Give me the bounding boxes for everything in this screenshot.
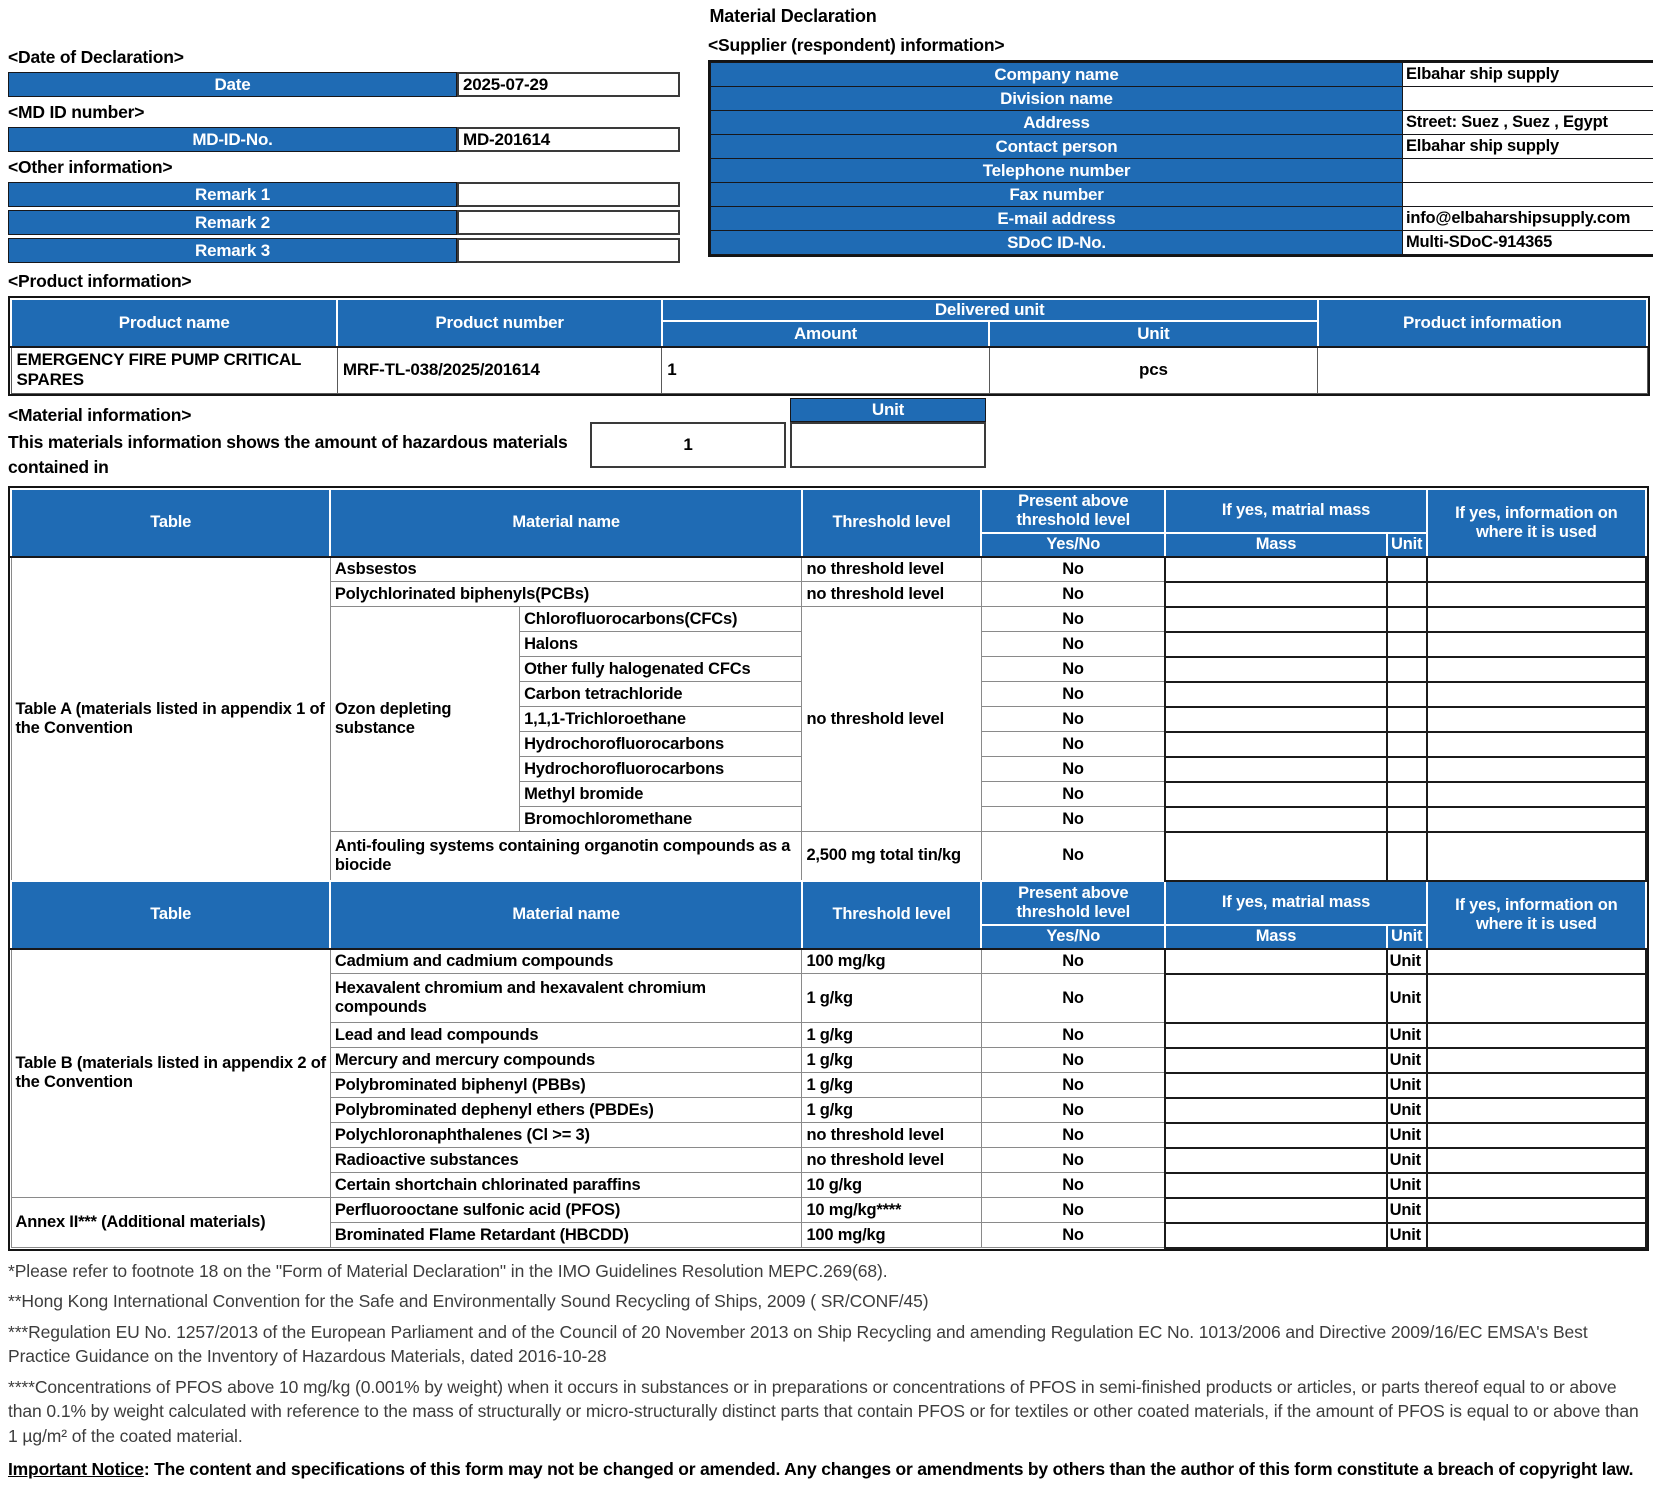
supplier-field-value — [1403, 183, 1653, 207]
mass-cell — [1165, 682, 1386, 707]
unit-column-header: Unit — [1387, 533, 1427, 557]
unit-cell: Unit — [1387, 1223, 1427, 1248]
amount-value: 1 — [662, 347, 989, 393]
mass-cell — [1165, 832, 1386, 881]
unit-cell — [1387, 807, 1427, 832]
where-used-cell — [1427, 1048, 1646, 1073]
supplier-field-value: info@elbaharshipsupply.com — [1403, 207, 1653, 231]
material-mass-header: If yes, matrial mass — [1165, 881, 1426, 925]
material-name-cell: Anti-fouling systems containing organotin compounds as a biocide — [330, 832, 802, 881]
left-info-column — [8, 42, 680, 266]
table-row — [711, 87, 1653, 111]
yes-no-cell: No — [981, 1048, 1165, 1073]
mass-cell — [1165, 807, 1386, 832]
threshold-cell: 10 mg/kg**** — [802, 1198, 981, 1223]
mass-cell — [1165, 782, 1386, 807]
mass-cell — [1165, 1223, 1386, 1248]
table-row — [711, 111, 1653, 135]
table-header-row — [11, 881, 1646, 925]
where-used-cell — [1427, 582, 1646, 607]
yes-no-cell: No — [981, 1173, 1165, 1198]
important-notice-text: : The content and specifications of this form may not be changed or amended. Any changes or amendments by others than the author of this form constitute a breach of copyright law. — [143, 1459, 1634, 1479]
yes-no-header: Yes/No — [981, 533, 1165, 557]
product-number-header: Product number — [337, 299, 661, 347]
mass-cell — [1165, 1048, 1386, 1073]
md-id-value: MD-201614 — [457, 127, 680, 152]
annex-label: Annex II*** (Additional materials) — [11, 1198, 330, 1248]
table-row — [11, 557, 1646, 582]
yes-no-cell: No — [981, 732, 1165, 757]
material-name-cell: Radioactive substances — [330, 1148, 802, 1173]
mass-cell — [1165, 1123, 1386, 1148]
table-row — [11, 1198, 1646, 1223]
table-b-label: Table B (materials listed in appendix 2 of the Convention — [11, 949, 330, 1198]
mass-header: Mass — [1165, 925, 1386, 949]
page-title: Material Declaration — [709, 6, 877, 26]
material-name-header: Material name — [330, 881, 802, 949]
material-name-cell: Hydrochorofluorocarbons — [520, 732, 802, 757]
unit-cell: Unit — [1387, 1023, 1427, 1048]
spacer — [590, 398, 786, 422]
table-column-header: Table — [11, 881, 330, 949]
md-id-section-label: <MD ID number> — [8, 102, 145, 122]
material-name-cell: Hexavalent chromium and hexavalent chromium compounds — [330, 974, 802, 1023]
table-row — [711, 159, 1653, 183]
yes-no-cell: No — [981, 807, 1165, 832]
supplier-field-label: E-mail address — [711, 207, 1403, 231]
unit-header: Unit — [989, 321, 1317, 347]
remark-1-value — [457, 182, 680, 207]
threshold-cell: no threshold level — [802, 1123, 981, 1148]
where-used-cell — [1427, 807, 1646, 832]
product-section-label: <Product information> — [8, 271, 192, 291]
table-a-label: Table A (materials listed in appendix 1 of the Convention — [11, 557, 330, 881]
unit-cell — [1387, 707, 1427, 732]
unit-cell: Unit — [1387, 1198, 1427, 1223]
supplier-field-label: Fax number — [711, 183, 1403, 207]
supplier-field-label: Company name — [711, 63, 1403, 87]
where-used-cell — [1427, 782, 1646, 807]
remark-3-label: Remark 3 — [8, 238, 457, 263]
material-info-amount-table — [590, 398, 986, 468]
threshold-cell: 1 g/kg — [802, 1073, 981, 1098]
unit-cell — [1387, 657, 1427, 682]
where-used-cell — [1427, 1148, 1646, 1173]
material-name-cell: 1,1,1-Trichloroethane — [520, 707, 802, 732]
mass-cell — [1165, 707, 1386, 732]
date-value: 2025-07-29 — [457, 72, 680, 97]
remark-1-row — [8, 182, 680, 207]
material-amount-value: 1 — [590, 422, 786, 468]
yes-no-cell: No — [981, 1223, 1165, 1248]
where-used-cell — [1427, 1123, 1646, 1148]
material-mass-header: If yes, matrial mass — [1165, 489, 1426, 533]
threshold-cell: 100 mg/kg — [802, 1223, 981, 1248]
mass-cell — [1165, 974, 1386, 1023]
yes-no-cell: No — [981, 1198, 1165, 1223]
threshold-cell: no threshold level — [802, 607, 981, 832]
yes-no-cell: No — [981, 657, 1165, 682]
product-name-value: EMERGENCY FIRE PUMP CRITICAL SPARES — [11, 347, 337, 393]
material-name-header: Material name — [330, 489, 802, 557]
table-row — [711, 135, 1653, 159]
mass-cell — [1165, 732, 1386, 757]
footnote-3: ***Regulation EU No. 1257/2013 of the European Parliament and of the Council of 20 November 2013 on Ship Recycling and amending Regulation EC No. 1013/2006 and Directive 2009/16/EC EMSA's Best Practice Guidance on the Inventory of Hazardous Materials, dated 2016-10-28 — [8, 1321, 1588, 1366]
date-section-label: <Date of Declaration> — [8, 47, 184, 67]
material-name-cell: Hydrochorofluorocarbons — [520, 757, 802, 782]
yes-no-cell: No — [981, 949, 1165, 974]
yes-no-cell: No — [981, 582, 1165, 607]
supplier-column — [708, 30, 1653, 257]
supplier-field-value — [1403, 159, 1653, 183]
important-notice — [8, 1457, 1649, 1482]
mass-cell — [1165, 1073, 1386, 1098]
table-row — [711, 231, 1653, 255]
top-section — [8, 30, 1649, 266]
yes-no-cell: No — [981, 832, 1165, 881]
where-used-header: If yes, information on where it is used — [1427, 881, 1646, 949]
table-header-row — [11, 489, 1646, 533]
mass-header: Mass — [1165, 533, 1386, 557]
footnote-2: **Hong Kong International Convention for the Safe and Environmentally Sound Recycling of Ships, 2009 ( SR/CONF/45) — [8, 1291, 929, 1311]
unit-cell: Unit — [1387, 949, 1427, 974]
where-used-cell — [1427, 1098, 1646, 1123]
footnotes-section — [8, 1259, 1649, 1483]
supplier-section-label: <Supplier (respondent) information> — [708, 35, 1005, 55]
supplier-field-label: SDoC ID-No. — [711, 231, 1403, 255]
table-row — [11, 949, 1646, 974]
remark-3-value — [457, 238, 680, 263]
remark-2-label: Remark 2 — [8, 210, 457, 235]
unit-cell — [1387, 682, 1427, 707]
remark-2-row — [8, 210, 680, 235]
product-row — [11, 347, 1647, 393]
where-used-cell — [1427, 657, 1646, 682]
yes-no-cell: No — [981, 782, 1165, 807]
product-information-value — [1318, 347, 1647, 393]
mass-cell — [1165, 657, 1386, 682]
unit-column-header: Unit — [1387, 925, 1427, 949]
material-name-cell: Polybrominated dephenyl ethers (PBDEs) — [330, 1098, 802, 1123]
supplier-field-value: Elbahar ship supply — [1403, 135, 1653, 159]
md-id-field-label: MD-ID-No. — [8, 127, 457, 152]
threshold-cell: no threshold level — [802, 1148, 981, 1173]
supplier-field-value: Multi-SDoC-914365 — [1403, 231, 1653, 255]
threshold-cell: 10 g/kg — [802, 1173, 981, 1198]
material-name-cell: Cadmium and cadmium compounds — [330, 949, 802, 974]
threshold-cell: no threshold level — [802, 557, 981, 582]
where-used-cell — [1427, 832, 1646, 881]
footnote-1: *Please refer to footnote 18 on the "Form of Material Declaration" in the IMO Guidelines Resolution MEPC.269(68). — [8, 1260, 888, 1281]
yes-no-cell: No — [981, 974, 1165, 1023]
unit-cell — [1387, 732, 1427, 757]
product-information-header: Product information — [1318, 299, 1647, 347]
unit-cell — [1387, 632, 1427, 657]
delivered-unit-header: Delivered unit — [662, 299, 1318, 321]
where-used-cell — [1427, 632, 1646, 657]
mass-cell — [1165, 1148, 1386, 1173]
supplier-field-label: Division name — [711, 87, 1403, 111]
material-name-cell: Carbon tetrachloride — [520, 682, 802, 707]
md-id-row — [8, 127, 680, 152]
where-used-cell — [1427, 974, 1646, 1023]
yes-no-cell: No — [981, 682, 1165, 707]
material-unit-header: Unit — [790, 398, 986, 422]
mass-cell — [1165, 607, 1386, 632]
supplier-field-label: Telephone number — [711, 159, 1403, 183]
amount-header: Amount — [662, 321, 989, 347]
yes-no-cell: No — [981, 632, 1165, 657]
unit-cell: Unit — [1387, 1098, 1427, 1123]
mass-cell — [1165, 1098, 1386, 1123]
threshold-level-header: Threshold level — [802, 881, 981, 949]
mass-cell — [1165, 1198, 1386, 1223]
unit-cell: Unit — [1387, 1073, 1427, 1098]
material-info-note: This materials information shows the amount of hazardous materials contained in — [8, 431, 568, 477]
unit-cell: Unit — [1387, 1123, 1427, 1148]
mass-cell — [1165, 949, 1386, 974]
table-column-header: Table — [11, 489, 330, 557]
material-name-cell: Bromochloromethane — [520, 807, 802, 832]
supplier-field-value: Street: Suez , Suez , Egypt — [1403, 111, 1653, 135]
date-field-label: Date — [8, 72, 457, 97]
present-above-header: Present above threshold level — [981, 489, 1165, 533]
unit-cell: Unit — [1387, 1148, 1427, 1173]
threshold-cell: 1 g/kg — [802, 974, 981, 1023]
material-info-section-label: <Material information> — [8, 404, 192, 425]
where-used-cell — [1427, 757, 1646, 782]
ozone-group-label: Ozon depleting substance — [330, 607, 519, 832]
yes-no-cell: No — [981, 557, 1165, 582]
table-row — [711, 63, 1653, 87]
material-name-cell: Perfluorooctane sulfonic acid (PFOS) — [330, 1198, 802, 1223]
threshold-cell: 1 g/kg — [802, 1023, 981, 1048]
unit-cell — [1387, 582, 1427, 607]
mass-cell — [1165, 557, 1386, 582]
unit-cell — [1387, 557, 1427, 582]
threshold-cell: 1 g/kg — [802, 1048, 981, 1073]
unit-cell — [1387, 832, 1427, 881]
date-row — [8, 72, 680, 97]
product-name-header: Product name — [11, 299, 337, 347]
material-name-cell: Lead and lead compounds — [330, 1023, 802, 1048]
where-used-cell — [1427, 557, 1646, 582]
unit-cell: Unit — [1387, 1048, 1427, 1073]
yes-no-cell: No — [981, 757, 1165, 782]
where-used-cell — [1427, 732, 1646, 757]
supplier-field-label: Contact person — [711, 135, 1403, 159]
material-name-cell: Brominated Flame Retardant (HBCDD) — [330, 1223, 802, 1248]
unit-cell — [1387, 607, 1427, 632]
yes-no-cell: No — [981, 707, 1165, 732]
material-name-cell: Chlorofluorocarbons(CFCs) — [520, 607, 802, 632]
where-used-cell — [1427, 1023, 1646, 1048]
supplier-field-label: Address — [711, 111, 1403, 135]
other-info-section-label: <Other information> — [8, 157, 173, 177]
unit-cell — [1387, 782, 1427, 807]
where-used-cell — [1427, 1173, 1646, 1198]
yes-no-cell: No — [981, 1148, 1165, 1173]
important-notice-label: Important Notice — [8, 1459, 144, 1479]
material-name-cell: Asbsestos — [330, 557, 802, 582]
supplier-field-value: Elbahar ship supply — [1403, 63, 1653, 87]
where-used-cell — [1427, 607, 1646, 632]
threshold-level-header: Threshold level — [802, 489, 981, 557]
mass-cell — [1165, 632, 1386, 657]
yes-no-cell: No — [981, 1073, 1165, 1098]
materials-table — [8, 486, 1649, 1251]
where-used-cell — [1427, 707, 1646, 732]
material-name-cell: Polychloronaphthalenes (Cl >= 3) — [330, 1123, 802, 1148]
where-used-cell — [1427, 1198, 1646, 1223]
mass-cell — [1165, 757, 1386, 782]
material-name-cell: Other fully halogenated CFCs — [520, 657, 802, 682]
threshold-cell: 100 mg/kg — [802, 949, 981, 974]
remark-2-value — [457, 210, 680, 235]
unit-cell: Unit — [1387, 1173, 1427, 1198]
threshold-cell: no threshold level — [802, 582, 981, 607]
material-name-cell: Polychlorinated biphenyls(PCBs) — [330, 582, 802, 607]
yes-no-cell: No — [981, 1098, 1165, 1123]
yes-no-header: Yes/No — [981, 925, 1165, 949]
table-row — [711, 207, 1653, 231]
threshold-cell: 1 g/kg — [802, 1098, 981, 1123]
material-name-cell: Polybrominated biphenyl (PBBs) — [330, 1073, 802, 1098]
material-name-cell: Halons — [520, 632, 802, 657]
supplier-table — [708, 60, 1653, 257]
product-number-value: MRF-TL-038/2025/201614 — [337, 347, 661, 393]
threshold-cell: 2,500 mg total tin/kg — [802, 832, 981, 881]
product-table — [8, 296, 1650, 396]
table-row — [711, 183, 1653, 207]
yes-no-cell: No — [981, 607, 1165, 632]
material-name-cell: Methyl bromide — [520, 782, 802, 807]
remark-3-row — [8, 238, 680, 263]
unit-cell: Unit — [1387, 974, 1427, 1023]
present-above-header: Present above threshold level — [981, 881, 1165, 925]
supplier-field-value — [1403, 87, 1653, 111]
mass-cell — [1165, 1023, 1386, 1048]
where-used-header: If yes, information on where it is used — [1427, 489, 1646, 557]
material-name-cell: Mercury and mercury compounds — [330, 1048, 802, 1073]
yes-no-cell: No — [981, 1123, 1165, 1148]
where-used-cell — [1427, 682, 1646, 707]
yes-no-cell: No — [981, 1023, 1165, 1048]
unit-value: pcs — [989, 347, 1317, 393]
remark-1-label: Remark 1 — [8, 182, 457, 207]
where-used-cell — [1427, 1073, 1646, 1098]
material-information-section — [8, 400, 1649, 480]
mass-cell — [1165, 582, 1386, 607]
where-used-cell — [1427, 1223, 1646, 1248]
material-name-cell: Certain shortchain chlorinated paraffins — [330, 1173, 802, 1198]
footnote-4: ****Concentrations of PFOS above 10 mg/kg (0.001% by weight) when it occurs in substances or in preparations or concentrations of PFOS in semi-finished products or articles, or parts thereof equal to or above than 0.1% by weight calculated with reference to the mass of structurally or micro-structurally distinct parts that contain PFOS or for textiles or other coated materials, if the amount of PFOS is equal to or above than 1 µg/m² of the coated material. — [8, 1376, 1639, 1446]
where-used-cell — [1427, 949, 1646, 974]
table-row — [11, 299, 1647, 321]
mass-cell — [1165, 1173, 1386, 1198]
unit-cell — [1387, 757, 1427, 782]
material-unit-value — [790, 422, 986, 468]
